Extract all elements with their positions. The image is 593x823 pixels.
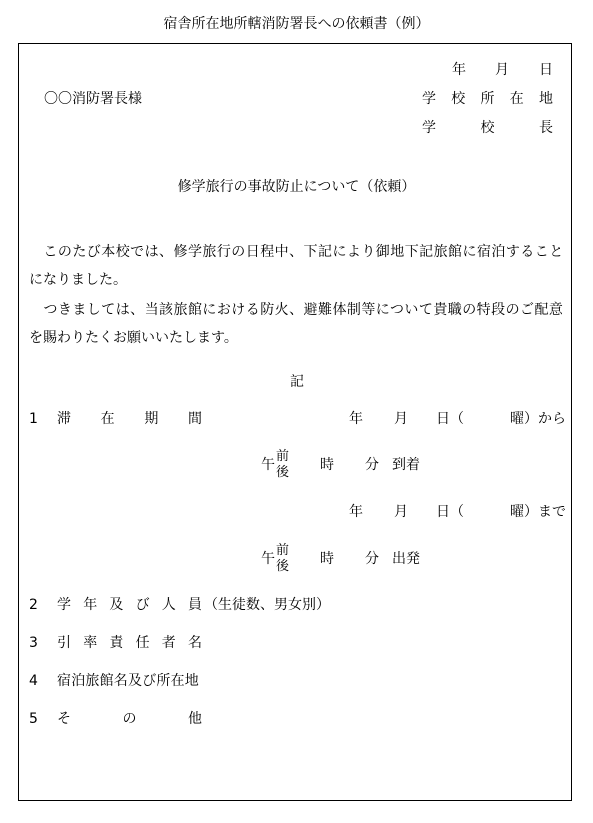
item-2-number: 2 xyxy=(29,597,38,613)
addressee: 〇〇消防署長様 xyxy=(44,91,142,107)
item-4-number: 4 xyxy=(29,673,38,689)
stay-to-weekday: 曜）まで xyxy=(510,504,566,520)
stay-from-weekday: 曜）から xyxy=(510,411,566,427)
sender-school-address: 学 校 所 在 地 xyxy=(422,91,553,107)
stay-from-month: 月 xyxy=(394,411,408,427)
arrival-label: 到着 xyxy=(392,457,420,473)
arrival-minute: 分 xyxy=(365,457,379,473)
item-1-number: 1 xyxy=(29,411,38,427)
body-paragraph-2-line-1: つきましては、当該旅館における防火、避難体制等について貴職の特段のご配意 xyxy=(29,302,564,318)
stay-from-day: 日（ xyxy=(436,411,464,427)
body-paragraph-1-line-1: このたび本校では、修学旅行の日程中、下記により御地下記旅館に宿泊すること xyxy=(29,244,564,260)
item-3-number: 3 xyxy=(29,635,38,651)
departure-minute: 分 xyxy=(365,551,379,567)
item-4-label: 宿泊旅館名及び所在地 xyxy=(57,673,199,689)
item-5-label: そ の 他 xyxy=(57,711,202,727)
body-paragraph-2-line-2: を賜わりたくお願いいたします。 xyxy=(29,330,238,346)
ki-heading: 記 xyxy=(290,374,304,390)
departure-hour: 時 xyxy=(320,551,334,567)
stay-to-day: 日（ xyxy=(436,504,464,520)
date-day: 日 xyxy=(539,62,553,78)
departure-am-pm: 前 後 xyxy=(276,543,290,574)
arrival-go: 午 xyxy=(261,457,275,473)
date-month: 月 xyxy=(495,62,509,78)
date-year: 年 xyxy=(452,62,466,78)
stay-to-year: 年 xyxy=(349,504,363,520)
departure-go: 午 xyxy=(261,551,275,567)
item-2-label: 学 年 及 び 人 員 xyxy=(57,597,202,613)
arrival-hour: 時 xyxy=(320,457,334,473)
item-3-label: 引 率 責 任 者 名 xyxy=(57,635,202,651)
subject-line: 修学旅行の事故防止について（依頼） xyxy=(177,179,416,195)
item-1-label: 滞 在 期 間 xyxy=(57,411,202,427)
stay-to-month: 月 xyxy=(394,504,408,520)
body-paragraph-1-line-2: になりました。 xyxy=(29,272,127,288)
item-2-note: （生徒数、男女別） xyxy=(204,597,330,613)
document-title: 宿舎所在地所轄消防署長への依頼書（例） xyxy=(163,16,430,32)
stay-from-year: 年 xyxy=(349,411,363,427)
item-5-number: 5 xyxy=(29,711,38,727)
arrival-am-pm: 前 後 xyxy=(276,449,290,480)
sender-school-head: 学 校 長 xyxy=(422,120,553,136)
departure-label: 出発 xyxy=(392,551,420,567)
